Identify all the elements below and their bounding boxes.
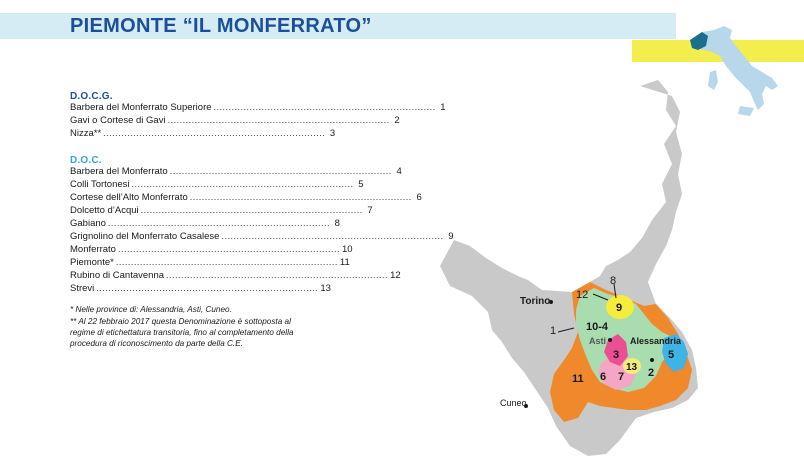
city-cuneo: Cuneo bbox=[500, 398, 527, 408]
piemonte-map bbox=[430, 70, 720, 467]
zone-label-1: 1 bbox=[550, 325, 557, 337]
zone-label-10-4: 10-4 bbox=[586, 321, 609, 333]
list-item: Gabiano .......................................................................... 8 bbox=[70, 218, 340, 229]
zone-label-13: 13 bbox=[626, 362, 638, 373]
city-dot bbox=[650, 358, 654, 362]
city-alessandria: Alessandria bbox=[630, 336, 682, 346]
zone-label-8: 8 bbox=[610, 275, 617, 287]
city-asti: Asti bbox=[589, 336, 607, 346]
list-item: Grignolino del Monferrato Casalese .......................................................................... 9 bbox=[70, 231, 454, 242]
list-item: Barbera del Monferrato Superiore .......................................................................... 1 bbox=[70, 102, 446, 113]
list-item: Cortese dell’Alto Monferrato .......................................................................... 6 bbox=[70, 192, 422, 203]
footnote-2: ** Al 22 febbraio 2017 questa Denominazione è sottoposta al regime di etichettatura transitoria, fino al completamento della procedura di riconoscimento da parte della C.E. bbox=[70, 317, 294, 348]
list-item: Gavi o Cortese di Gavi .......................................................................... 2 bbox=[70, 115, 400, 126]
zone-label-2: 2 bbox=[648, 367, 655, 379]
docg-heading: D.O.C.G. bbox=[70, 91, 113, 102]
list-item: Dolcetto d’Acqui .......................................................................... 7 bbox=[70, 205, 373, 216]
list-item: Colli Tortonesi .......................................................................... 5 bbox=[70, 179, 364, 190]
sicily-shape bbox=[738, 106, 754, 116]
zone-label-11: 11 bbox=[572, 373, 584, 385]
zone-label-3: 3 bbox=[613, 349, 620, 361]
list-item: Rubino di Cantavenna .......................................................................... 12 bbox=[70, 270, 401, 281]
zone-label-12: 12 bbox=[576, 289, 589, 301]
list-item: Piemonte* .......................................................................... 11 bbox=[70, 257, 350, 268]
zone-label-7: 7 bbox=[618, 371, 625, 383]
list-item: Monferrato .......................................................................... 10 bbox=[70, 244, 353, 255]
doc-list bbox=[70, 166, 454, 296]
list-item: Nizza** .......................................................................... 3 bbox=[70, 128, 336, 139]
list-item: Barbera del Monferrato .......................................................................... 4 bbox=[70, 166, 402, 177]
city-dot bbox=[608, 338, 612, 342]
footnote-1: * Nelle province di: Alessandria, Asti, Cuneo. bbox=[70, 305, 232, 314]
city-torino: Torino bbox=[520, 296, 551, 307]
zone-label-9: 9 bbox=[616, 302, 623, 314]
list-item: Strevi .......................................................................... 13 bbox=[70, 283, 331, 294]
zone-label-5: 5 bbox=[668, 349, 675, 361]
footnotes bbox=[70, 304, 310, 350]
zone-label-6: 6 bbox=[600, 371, 607, 383]
page-title: PIEMONTE “IL MONFERRATO” bbox=[70, 15, 372, 37]
docg-list bbox=[70, 102, 446, 141]
doc-heading: D.O.C. bbox=[70, 155, 102, 166]
